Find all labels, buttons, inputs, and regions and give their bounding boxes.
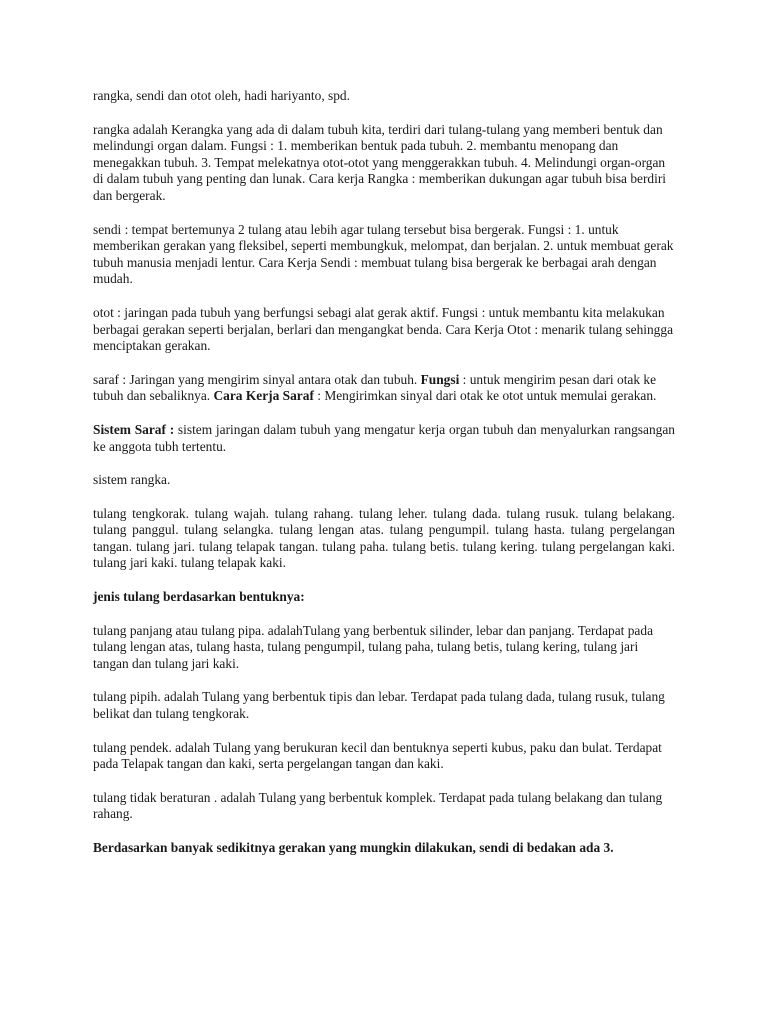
paragraph-tulang-tidak-beraturan: tulang tidak beraturan . adalah Tulang yang berbentuk komplek. Terdapat pada tulang belakang dan tulang rahang.	[93, 789, 663, 822]
document-page	[93, 88, 675, 874]
sistem-saraf-heading: Sistem Saraf :	[93, 421, 175, 437]
saraf-text-2: : untuk mengirim pesan dari otak ke tubuh dan sebaliknya.	[93, 371, 657, 404]
document-title-line: rangka, sendi dan otot oleh, hadi hariyanto, spd.	[93, 88, 350, 103]
paragraph-sendi: sendi : tempat bertemunya 2 tulang atau lebih agar tulang tersebut bisa bergerak. Fungsi : 1. untuk memberikan gerakan yang fleksibel, seperti membungkuk, melompat, dan berjalan. 2. untuk membuat gerak tubuh manusia menjadi lentur. Cara Kerja Sendi : membuat tulang bisa bergerak ke berbagai arah dengan mudah.	[93, 221, 674, 287]
paragraph-saraf	[93, 372, 675, 405]
paragraph-tulang-list: tulang tengkorak. tulang wajah. tulang rahang. tulang leher. tulang dada. tulang rusuk. tulang belakang. tulang panggul. tulang selangka. tulang lengan atas. tulang pengumpil. tulang hasta. tulang pergelangan tangan. tulang jari. tulang telapak tangan. tulang paha. tulang betis. tulang kering. tulang pergelangan kaki. tulang jari kaki. tulang telapak kaki.	[93, 505, 675, 571]
paragraph-tulang-pendek: tulang pendek. adalah Tulang yang berukuran kecil dan bentuknya seperti kubus, paku dan bulat. Terdapat pada Telapak tangan dan kaki, serta pergelangan tangan dan kaki.	[93, 739, 662, 772]
heading-jenis-tulang-text: jenis tulang berdasarkan bentuknya:	[93, 589, 305, 605]
saraf-bold-fungsi: Fungsi	[420, 371, 460, 387]
paragraph-rangka: rangka adalah Kerangka yang ada di dalam tubuh kita, terdiri dari tulang-tulang yang memberi bentuk dan melindungi organ dalam. Fungsi : 1. memberikan bentuk pada tubuh. 2. membantu menopang dan menegakkan tubuh. 3. Tempat melekatnya otot-otot yang menggerakkan tubuh. 4. Melindungi organ-organ di dalam tubuh yang penting dan lunak. Cara kerja Rangka : memberikan dukungan agar tubuh bisa berdiri dan bergerak.	[93, 121, 667, 203]
paragraph-tulang-panjang: tulang panjang atau tulang pipa. adalahTulang yang berbentuk silinder, lebar dan panjang. Terdapat pada tulang lengan atas, tulang hasta, tulang pengumpil, tulang paha, tulang betis, tulang kering, tulang jari tangan dan tulang jari kaki.	[93, 622, 654, 671]
paragraph-tulang-pipih: tulang pipih. adalah Tulang yang berbentuk tipis dan lebar. Terdapat pada tulang dada, tulang rusuk, tulang belikat dan tulang tengkorak.	[93, 689, 665, 722]
heading-sendi-jenis-text: Berdasarkan banyak sedikitnya gerakan yang mungkin dilakukan, sendi di bedakan ada 3.	[93, 840, 614, 855]
saraf-bold-cara-kerja: Cara Kerja Saraf	[213, 388, 314, 404]
paragraph-otot: otot : jaringan pada tubuh yang berfungsi sebagi alat gerak aktif. Fungsi : untuk membantu kita melakukan berbagai gerakan seperti berjalan, berlari dan mengangkat benda. Cara Kerja Otot : menarik tulang sehingga menciptakan gerakan.	[93, 304, 674, 354]
paragraph-sistem-rangka: sistem rangka.	[93, 472, 171, 488]
paragraph-sistem-saraf	[93, 422, 675, 455]
saraf-text-1: saraf : Jaringan yang mengirim sinyal antara otak dan tubuh.	[93, 371, 421, 387]
heading-jenis-tulang	[93, 589, 675, 606]
sistem-saraf-text: sistem jaringan dalam tubuh yang mengatur kerja organ tubuh dan menyalurkan rangsangan ke anggota tubh tertentu.	[93, 421, 675, 454]
heading-sendi-jenis	[93, 840, 675, 857]
saraf-text-3: : Mengirimkan sinyal dari otak ke otot untuk memulai gerakan.	[313, 388, 657, 404]
